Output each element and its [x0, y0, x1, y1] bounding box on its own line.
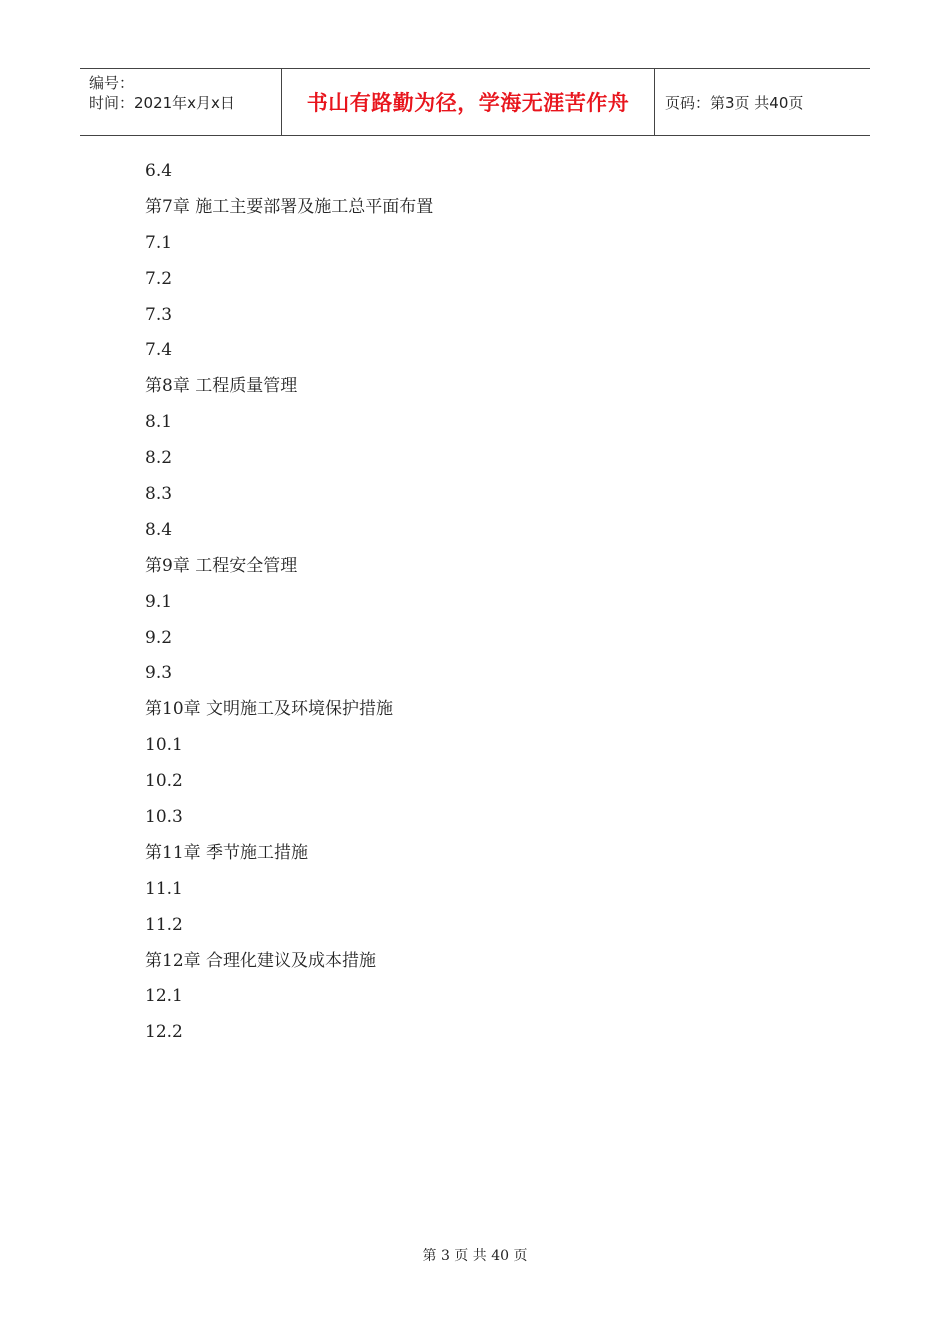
toc-section-entry: 9.2: [145, 627, 173, 648]
toc-section-entry: 6.4: [145, 161, 173, 181]
toc-chapter-heading: 第8章 工程质量管理: [145, 376, 298, 397]
page-footer: 第 3 页 共 40 页: [422, 1248, 528, 1264]
toc-section-entry: 11.1: [145, 878, 183, 899]
toc-chapter-heading: 第11章 季节施工措施: [145, 842, 309, 863]
toc-section-entry: 9.3: [145, 663, 173, 684]
header-meta: [80, 69, 282, 135]
toc-section-entry: 10.2: [145, 771, 183, 792]
toc-section-entry: 12.2: [145, 1022, 183, 1043]
header-motto: 书山有路勤为径，学海无涯苦作舟: [282, 69, 655, 135]
toc-chapter-heading: 第9章 工程安全管理: [145, 555, 298, 576]
toc-section-entry: 8.1: [145, 412, 173, 433]
toc-section-entry: 7.1: [145, 232, 173, 253]
toc-section-entry: 9.1: [145, 591, 173, 612]
toc-section-entry: 11.2: [145, 914, 183, 935]
toc-section-entry: 7.2: [145, 268, 173, 289]
page-header: [80, 68, 870, 136]
toc-section-entry: 8.4: [145, 519, 173, 540]
toc-chapter-heading: 第12章 合理化建议及成本措施: [145, 950, 377, 971]
toc-section-entry: 12.1: [145, 986, 183, 1007]
toc-section-entry: 10.1: [145, 735, 183, 756]
table-of-contents: [145, 154, 433, 1051]
toc-section-entry: 8.2: [145, 448, 173, 469]
toc-section-entry: 8.3: [145, 484, 173, 505]
toc-chapter-heading: 第7章 施工主要部署及施工总平面布置: [145, 196, 434, 217]
toc-chapter-heading: 第10章 文明施工及环境保护措施: [145, 699, 394, 720]
toc-section-entry: 10.3: [145, 807, 183, 828]
document-date: 时间：2021年x月x日: [89, 94, 235, 112]
toc-section-entry: 7.3: [145, 304, 173, 325]
toc-section-entry: 7.4: [145, 340, 173, 361]
header-page-info: 页码：第3页 共40页: [665, 93, 804, 112]
document-number-label: 编号：: [89, 74, 135, 92]
